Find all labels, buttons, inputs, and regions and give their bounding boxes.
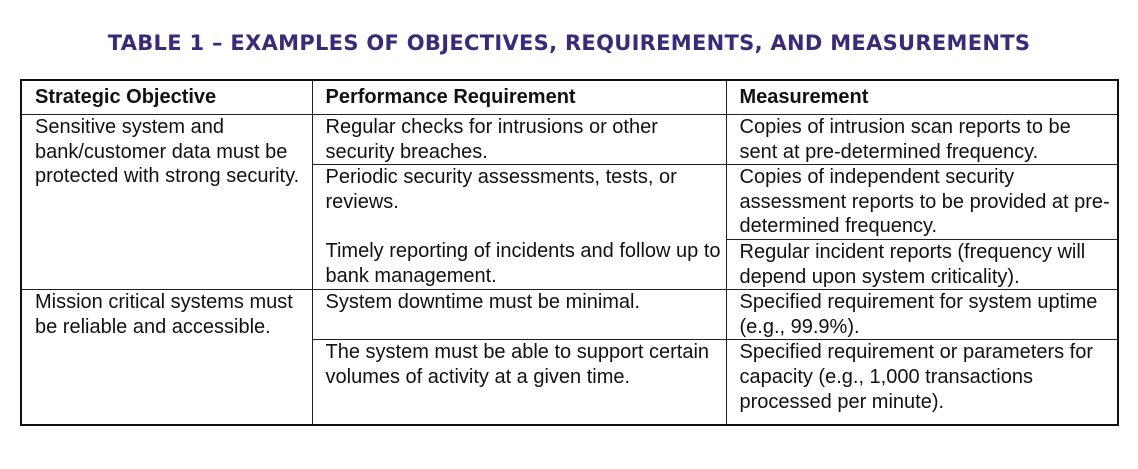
measurement-cell: Regular incident reports (frequency will depend upon system criticality).: [726, 239, 1118, 289]
header-measurement: Measurement: [726, 80, 1118, 115]
requirement-cell: Regular checks for intrusions or other security breaches.: [312, 115, 726, 165]
measurement-cell: Copies of independent security assessment reports to be provided at pre-determined frequency.: [726, 165, 1118, 240]
objectives-table: [20, 79, 1119, 426]
table-header-row: [21, 80, 1118, 115]
header-strategic-objective: Strategic Objective: [21, 80, 312, 115]
table-row: [21, 290, 1118, 340]
measurement-cell: Specified requirement or parameters for capacity (e.g., 1,000 transactions processed per minute).: [726, 340, 1118, 426]
requirement-cell: System downtime must be minimal.: [312, 290, 726, 340]
table-title: TABLE 1 – EXAMPLES OF OBJECTIVES, REQUIREMENTS, AND MEASUREMENTS: [107, 31, 1031, 55]
requirement-cell: The system must be able to support certain volumes of activity at a given time.: [312, 340, 726, 426]
objective-cell: Mission critical systems must be reliable and accessible.: [21, 290, 312, 426]
measurement-cell: Copies of intrusion scan reports to be sent at pre-determined frequency.: [726, 115, 1118, 165]
requirement-cell: Periodic security assessments, tests, or reviews.: [312, 165, 726, 240]
measurement-cell: Specified requirement for system uptime (e.g., 99.9%).: [726, 290, 1118, 340]
requirement-cell: Timely reporting of incidents and follow up to bank management.: [312, 239, 726, 289]
header-performance-requirement: Performance Requirement: [312, 80, 726, 115]
objective-cell: Sensitive system and bank/customer data must be protected with strong security.: [21, 115, 312, 290]
table-row: [21, 115, 1118, 165]
